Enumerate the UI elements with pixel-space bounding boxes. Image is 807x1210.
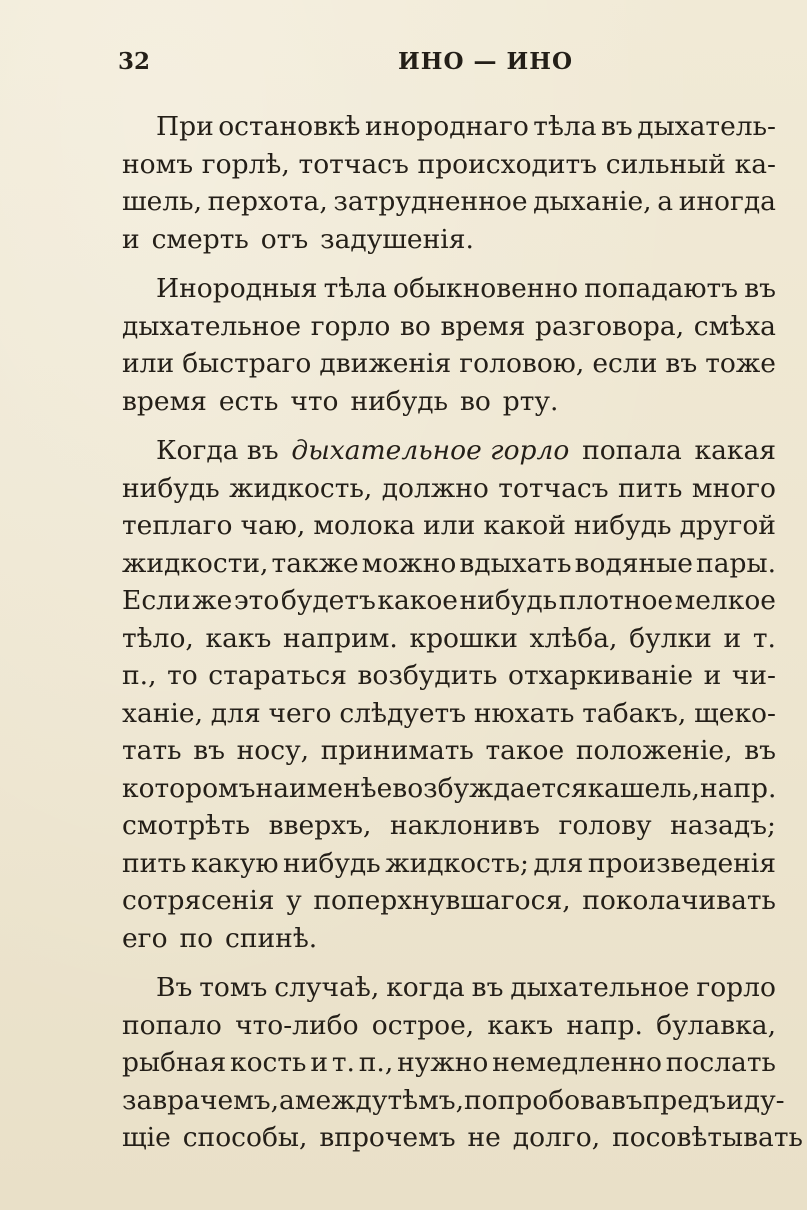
word: какъ xyxy=(205,622,272,654)
paragraph xyxy=(122,108,776,258)
word: дыхатель- xyxy=(637,111,776,142)
word: во xyxy=(399,310,431,342)
word: т. xyxy=(331,1047,355,1078)
word: острое, xyxy=(371,1009,475,1041)
page-number: 32 xyxy=(118,48,151,75)
word: время xyxy=(122,385,207,417)
word: тать xyxy=(122,735,182,766)
word: отъ xyxy=(260,223,309,255)
word: много xyxy=(691,472,776,504)
word: или xyxy=(122,348,175,379)
word: нибудь xyxy=(573,510,672,541)
word: пить xyxy=(122,847,187,879)
word: въ xyxy=(471,972,504,1003)
word: за xyxy=(122,1084,153,1116)
word: возбуждается xyxy=(392,772,588,804)
word: для xyxy=(533,847,584,879)
word: когда xyxy=(386,972,465,1003)
word: шель, xyxy=(122,186,203,217)
word: быстраго xyxy=(182,348,312,379)
word: такое xyxy=(485,735,565,766)
word: нибудь xyxy=(459,585,558,616)
paragraph xyxy=(122,270,776,420)
word: перхота, xyxy=(207,186,328,217)
paragraph-line xyxy=(122,845,776,883)
paragraph-line xyxy=(122,920,776,958)
paragraph-line xyxy=(122,345,776,383)
running-head xyxy=(118,48,767,84)
paragraph-line xyxy=(122,507,776,545)
word: послать xyxy=(665,1047,776,1078)
paragraph-line xyxy=(122,807,776,845)
word: движенія xyxy=(319,348,452,379)
word: посовѣтывать xyxy=(612,1122,803,1153)
text-segment: Когда въ xyxy=(156,435,279,466)
word: пары. xyxy=(696,547,776,579)
word: вдыхать xyxy=(459,547,572,579)
word: жидкости, xyxy=(122,547,269,579)
word: же xyxy=(192,585,233,616)
word: голову xyxy=(558,810,652,841)
word: есть xyxy=(218,385,279,417)
word: которомъ xyxy=(122,772,256,804)
word: смотрѣть xyxy=(122,810,251,841)
word: въ xyxy=(744,735,776,766)
word: у xyxy=(286,885,302,916)
word: наименѣе xyxy=(255,772,393,804)
word: попробовавъ xyxy=(464,1084,643,1116)
word: плотное xyxy=(558,585,674,616)
word: Въ xyxy=(156,972,193,1003)
word: по xyxy=(179,922,214,954)
word: п., xyxy=(358,1047,394,1078)
paragraph-line xyxy=(122,146,776,184)
word: если xyxy=(592,348,658,379)
word: т. xyxy=(752,622,776,654)
paragraph-line xyxy=(122,270,776,308)
word: головою, xyxy=(459,348,585,379)
text-segment: попала xyxy=(582,435,682,466)
word: дыхательное xyxy=(510,972,690,1003)
word: сильный xyxy=(605,148,726,180)
word: будетъ xyxy=(280,585,376,616)
word: что-либо xyxy=(235,1009,359,1041)
word: наклонивъ xyxy=(389,810,540,841)
word: попало xyxy=(122,1009,222,1041)
running-head-title: ИНО — ИНО xyxy=(398,48,574,75)
paragraph-line xyxy=(122,969,776,1007)
word: поколачивать xyxy=(582,885,776,916)
word: для xyxy=(210,697,261,729)
word: разговора, xyxy=(535,310,685,342)
paragraph-line xyxy=(122,732,776,770)
word: поперхнувшагося, xyxy=(313,885,571,916)
word: а xyxy=(279,1084,295,1116)
paragraph-line xyxy=(122,770,776,808)
paragraph-line xyxy=(122,108,776,146)
word: впрочемъ xyxy=(319,1122,456,1153)
word: его xyxy=(122,922,168,954)
word: какъ xyxy=(487,1009,554,1041)
word: кость xyxy=(230,1047,307,1078)
word: въ xyxy=(744,273,776,304)
word: тоже xyxy=(705,348,776,379)
word: тѣла xyxy=(323,273,387,304)
word: также xyxy=(271,547,359,579)
word: Если xyxy=(122,585,191,616)
word: между xyxy=(294,1084,388,1116)
word: какой xyxy=(483,510,566,541)
word: кашель, xyxy=(587,772,700,804)
paragraph-line xyxy=(122,620,776,658)
paragraph-line xyxy=(122,545,776,583)
word: Инородныя xyxy=(156,273,318,304)
word: ханіе, xyxy=(122,697,203,729)
word: тѣло, xyxy=(122,622,194,654)
word: происходитъ xyxy=(417,148,598,180)
word: и xyxy=(122,223,140,255)
word: какое xyxy=(377,585,458,616)
word: случаѣ, xyxy=(274,972,380,1003)
text-segment: какая xyxy=(694,435,776,466)
paragraph-line xyxy=(122,1119,803,1157)
word: рыбная xyxy=(122,1047,227,1078)
word: нибудь xyxy=(350,385,449,417)
word: остановкѣ xyxy=(218,111,361,142)
word: и xyxy=(703,660,722,691)
paragraph-line xyxy=(122,695,776,733)
word: табакъ, xyxy=(582,697,687,729)
word: долго, xyxy=(512,1122,601,1153)
word: и xyxy=(723,622,742,654)
word: чаю, xyxy=(240,510,306,541)
word: во xyxy=(459,385,491,417)
word: тотчасъ xyxy=(498,472,609,504)
word: назадъ; xyxy=(670,810,776,841)
word: положеніе, xyxy=(575,735,733,766)
word: иногда xyxy=(678,186,776,217)
word: чи- xyxy=(731,660,776,691)
paragraph-line xyxy=(122,308,776,346)
word: вверхъ, xyxy=(268,810,372,841)
word: смерть xyxy=(151,223,249,255)
word: носу, xyxy=(236,735,310,766)
word: напр. xyxy=(699,772,777,804)
word: щіе xyxy=(122,1122,171,1153)
word: смѣха xyxy=(693,310,776,342)
word: время xyxy=(440,310,526,342)
word: нужно xyxy=(397,1047,489,1078)
paragraph-line xyxy=(122,657,776,695)
word: отхаркиваніе xyxy=(508,660,694,691)
word: не xyxy=(467,1122,501,1153)
word: булки xyxy=(629,622,712,654)
word: стараться xyxy=(208,660,347,691)
word: немедленно xyxy=(492,1047,662,1078)
paragraph-line xyxy=(122,383,776,421)
word: крошки xyxy=(409,622,518,654)
word: теплаго xyxy=(122,510,233,541)
paragraph-line xyxy=(122,183,776,221)
word: булавка, xyxy=(656,1009,776,1041)
word: ка- xyxy=(734,148,776,180)
word: наприм. xyxy=(283,622,398,654)
word: При xyxy=(156,111,214,142)
word: тѣла xyxy=(533,111,597,142)
paragraph-line xyxy=(122,1044,776,1082)
word: томъ xyxy=(199,972,268,1003)
word: или xyxy=(423,510,476,541)
word: тѣмъ, xyxy=(387,1084,464,1116)
word: предъиду- xyxy=(642,1084,785,1116)
paragraph-line xyxy=(122,470,776,508)
word: въ xyxy=(665,348,698,379)
word: это xyxy=(233,585,280,616)
word: горло xyxy=(696,972,776,1003)
word: спинѣ. xyxy=(225,922,318,954)
word: сотрясенія xyxy=(122,885,275,916)
word: водяные xyxy=(574,547,693,579)
word: должно xyxy=(381,472,489,504)
word: напр. xyxy=(566,1009,643,1041)
word: въ xyxy=(601,111,633,142)
word: жидкость, xyxy=(229,472,373,504)
word: попадаютъ xyxy=(584,273,739,304)
paragraph-line xyxy=(122,582,776,620)
paragraph-line xyxy=(122,1007,776,1045)
word: врачемъ, xyxy=(152,1084,280,1116)
body-text xyxy=(122,108,803,1157)
word: и xyxy=(310,1047,328,1078)
word: способы, xyxy=(182,1122,308,1153)
word: щеко- xyxy=(694,697,776,729)
word: инороднаго xyxy=(365,111,529,142)
word: мелкое xyxy=(674,585,776,616)
word: обыкновенно xyxy=(393,273,579,304)
word: горлѣ, xyxy=(201,148,290,180)
word: номъ xyxy=(122,148,194,180)
word: молока xyxy=(313,510,416,541)
word: нибудь xyxy=(122,472,220,504)
word: чего xyxy=(268,697,332,729)
word: затрудненное xyxy=(333,186,528,217)
paragraph-line xyxy=(122,1082,785,1120)
word: то xyxy=(167,660,198,691)
word: принимать xyxy=(320,735,474,766)
word: задушенія. xyxy=(320,223,474,255)
paragraph-line xyxy=(122,432,776,470)
word: дыханіе, xyxy=(533,186,652,217)
paragraph xyxy=(122,969,803,1157)
word: что xyxy=(290,385,339,417)
word: другой xyxy=(679,510,776,541)
word: хлѣба, xyxy=(529,622,618,654)
word: рту. xyxy=(502,385,559,417)
word: какую xyxy=(190,847,279,879)
paragraph xyxy=(122,432,776,957)
paragraph-line xyxy=(122,882,776,920)
word: пить xyxy=(618,472,683,504)
word: дыхательное xyxy=(122,310,302,342)
word: а xyxy=(657,186,674,217)
word: произведенія xyxy=(587,847,776,879)
word: возбудить xyxy=(357,660,498,691)
word: нибудь xyxy=(283,847,381,879)
word: тотчасъ xyxy=(298,148,409,180)
paragraph-line xyxy=(122,221,776,259)
emphasized-term: дыхательное горло xyxy=(291,435,570,466)
word: въ xyxy=(193,735,225,766)
word: горло xyxy=(310,310,391,342)
word: слѣдуетъ xyxy=(339,697,467,729)
word: можно xyxy=(361,547,457,579)
word: п., xyxy=(122,660,157,691)
word: нюхать xyxy=(473,697,575,729)
word: жидкость; xyxy=(385,847,529,879)
